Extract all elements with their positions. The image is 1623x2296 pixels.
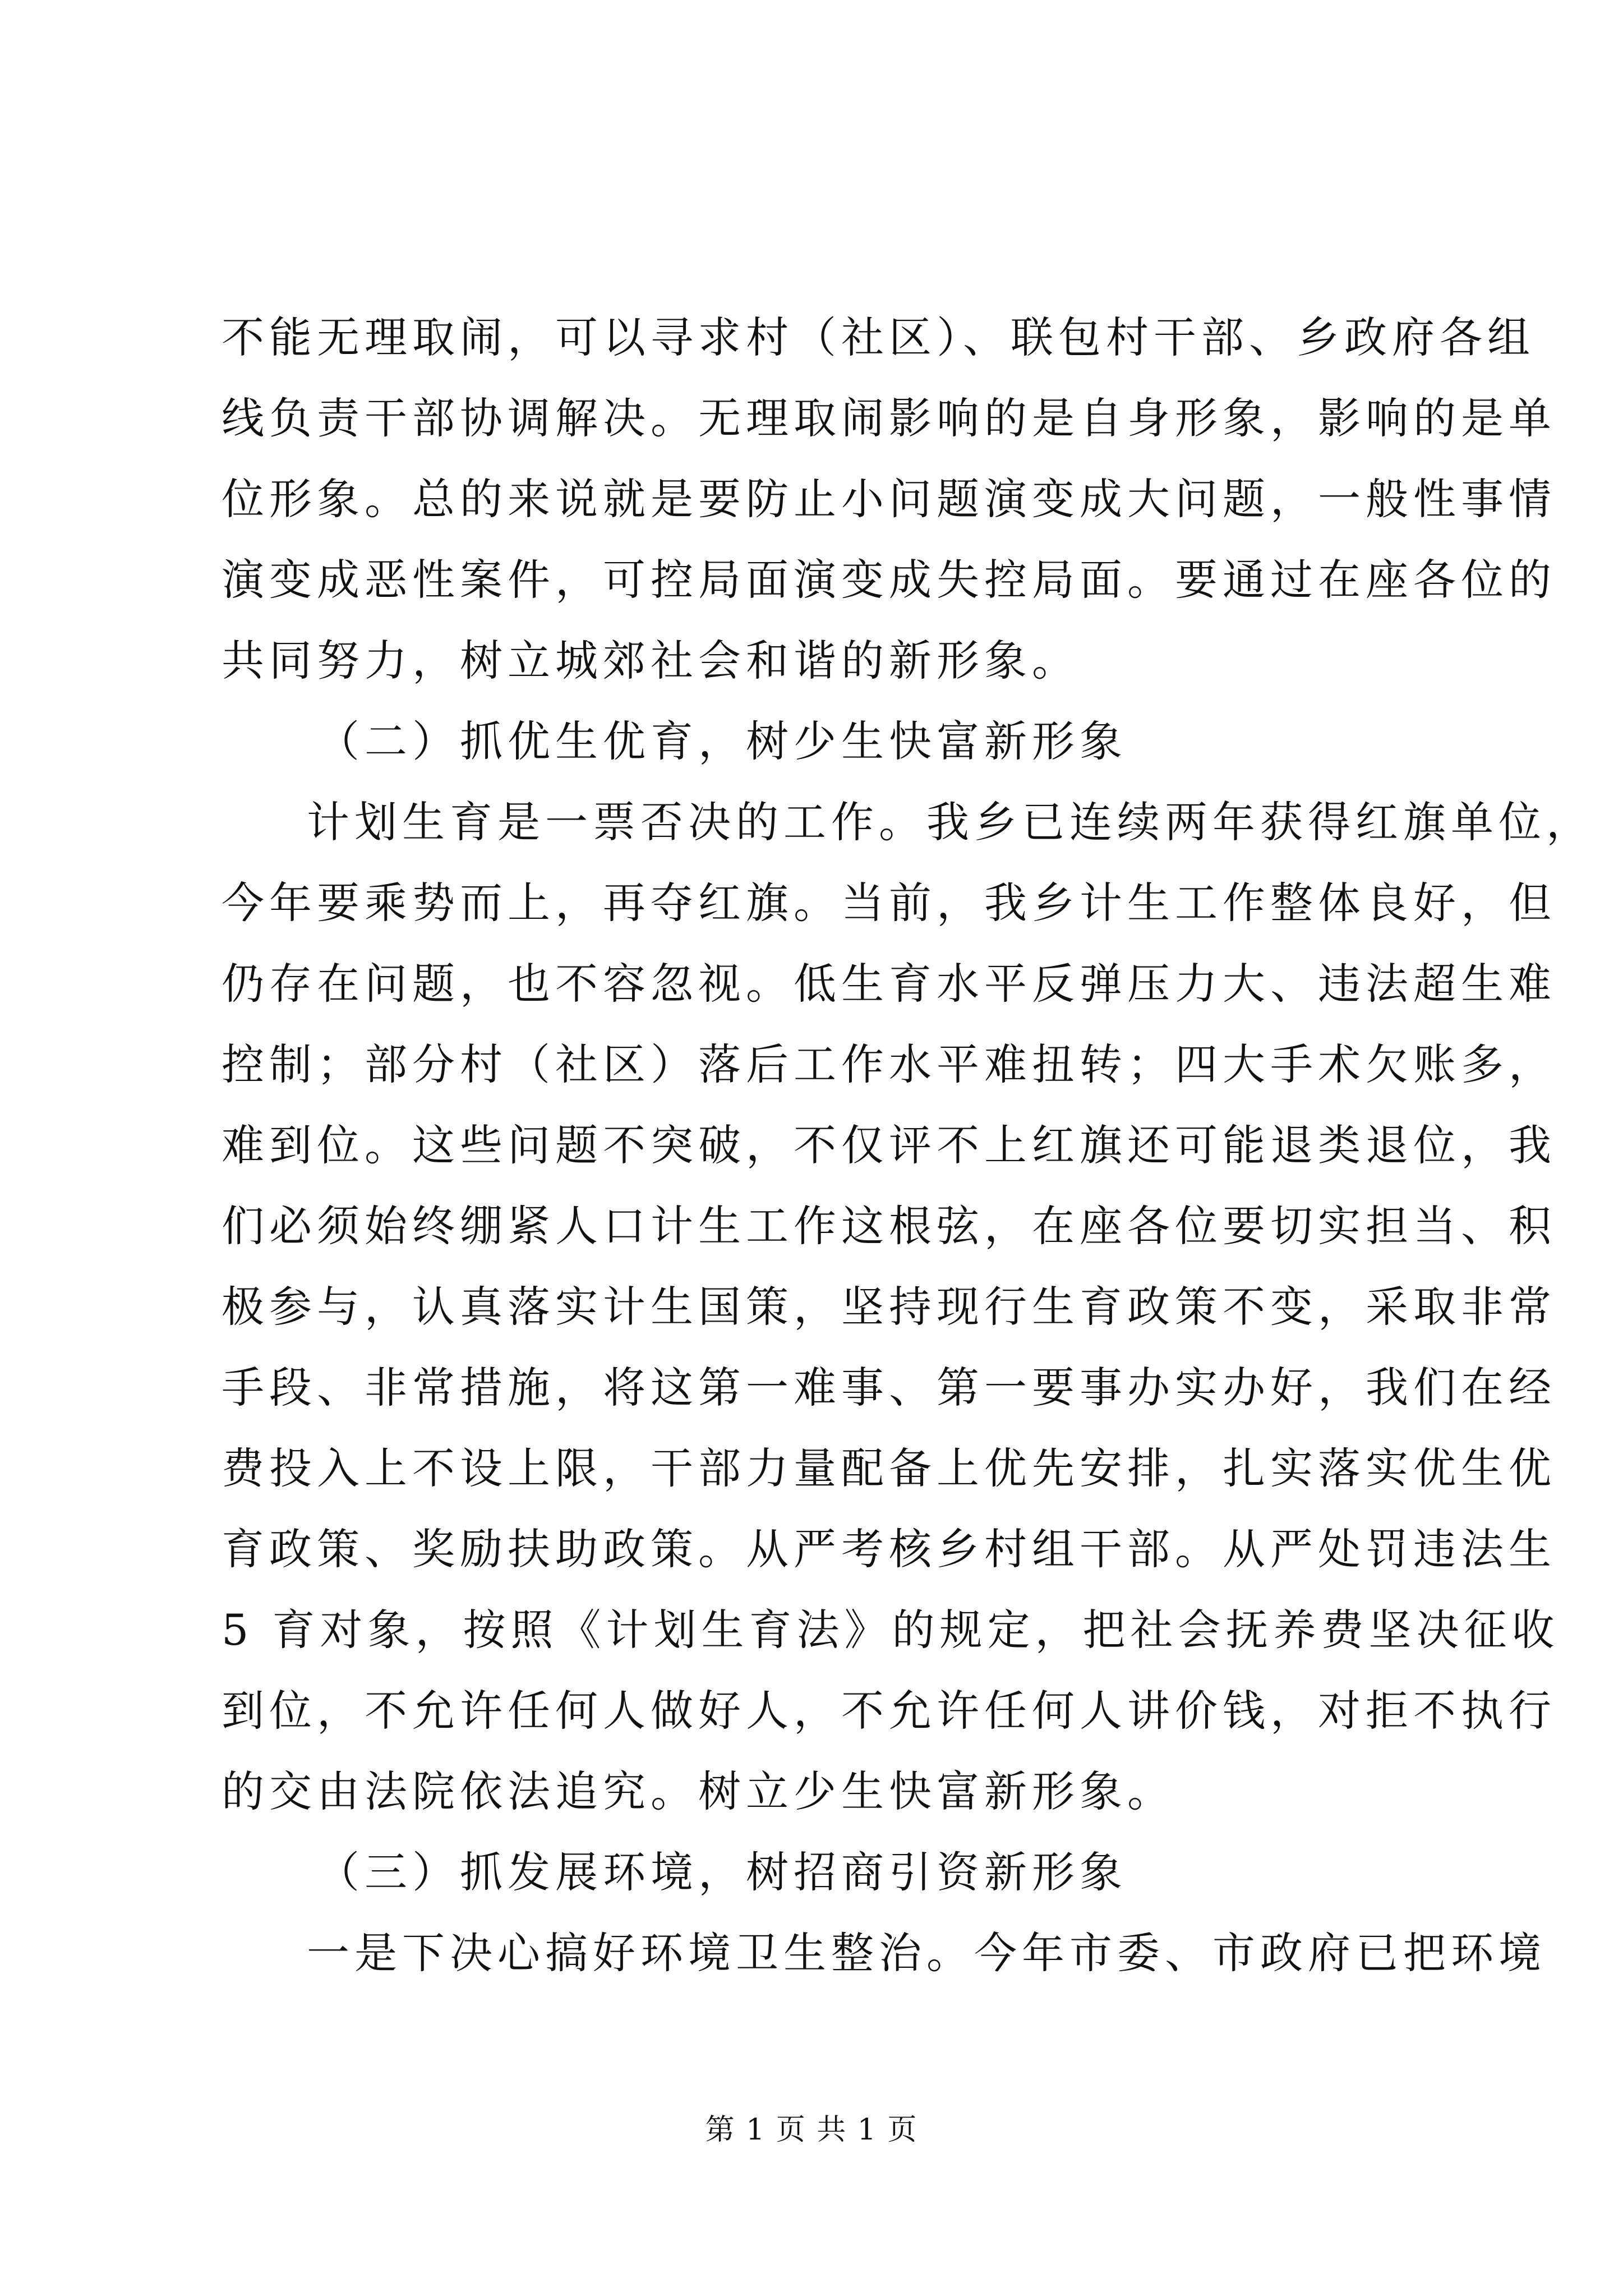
text-line: 位形象。总的来说就是要防止小问题演变成大问题，一般性事情 (222, 474, 1556, 524)
text-line: 们必须始终绷紧人口计生工作这根弦，在座各位要切实担当、积 (222, 1201, 1556, 1251)
text-line: 极参与，认真落实计生国策，坚持现行生育政策不变，采取非常 (222, 1282, 1556, 1332)
text-line: 5 育对象，按照《计划生育法》的规定，把社会抚养费坚决征收 (222, 1605, 1560, 1655)
text-line: 今年要乘势而上，再夺红旗。当前，我乡计生工作整体良好，但 (222, 878, 1556, 928)
page-footer: 第 1 页 共 1 页 (705, 2113, 918, 2147)
text-line: 控制；部分村（社区）落后工作水平难扭转；四大手术欠账多， (222, 1039, 1556, 1089)
text-line: 到位，不允许任何人做好人，不允许任何人讲价钱，对拒不执行 (222, 1686, 1556, 1736)
text-line: 难到位。这些问题不突破，不仅评不上红旗还可能退类退位，我 (222, 1120, 1556, 1170)
text-line: 的交由法院依法追究。树立少生快富新形象。 (222, 1766, 1175, 1816)
text-line: 线负责干部协调解决。无理取闹影响的是自身形象，影响的是单 (222, 393, 1556, 443)
document-body (222, 297, 1594, 1994)
section-heading: （三）抓发展环境，树招商引资新形象 (317, 1847, 1127, 1897)
text-line: 费投入上不设上限，干部力量配备上优先安排，扎实落实优生优 (222, 1443, 1556, 1493)
text-line: 演变成恶性案件，可控局面演变成失控局面。要通过在座各位的 (222, 555, 1556, 605)
text-line: 共同努力，树立城郊社会和谐的新形象。 (222, 636, 1080, 685)
text-line: 育政策、奖励扶助政策。从严考核乡村组干部。从严处罚违法生 (222, 1524, 1556, 1574)
text-line: 手段、非常措施，将这第一难事、第一要事办实办好，我们在经 (222, 1363, 1556, 1412)
section-heading: （二）抓优生优育，树少生快富新形象 (317, 716, 1127, 766)
paragraph-first-line: 计划生育是一票否决的工作。我乡已连续两年获得红旗单位， (307, 797, 1594, 847)
text-line: 仍存在问题，也不容忽视。低生育水平反弹压力大、违法超生难 (222, 959, 1556, 1009)
paragraph-first-line: 一是下决心搞好环境卫生整治。今年市委、市政府已把环境 (307, 1928, 1546, 1978)
text-line: 不能无理取闹，可以寻求村（社区）、联包村干部、乡政府各组 (222, 312, 1535, 362)
